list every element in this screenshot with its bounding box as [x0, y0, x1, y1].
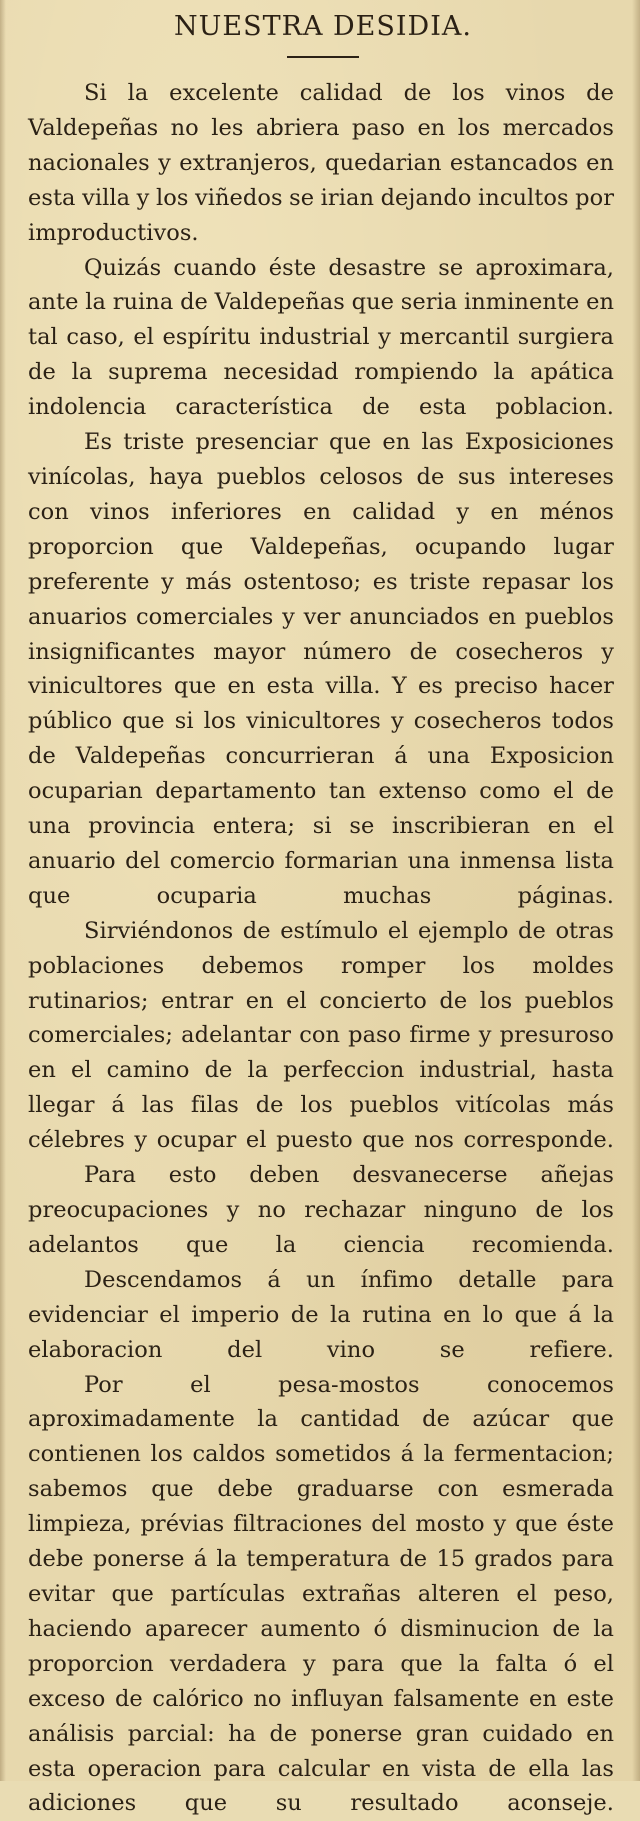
article-paragraph: Sirviéndonos de estímulo el ejemplo de otras poblaciones debemos romper los moldes rutinarios; entrar en el concierto de los pueblos comerciales; adelantar con paso firme y presuroso en el camino de la perfeccion industrial, hasta llegar á las filas de los pueblos vitícolas más célebres y ocupar el puesto que nos corresponde. — [28, 917, 614, 1154]
article-paragraph: Descendamos á un ínfimo detalle para evidenciar el imperio de la rutina en lo que á la elaboracion del vino se refiere. — [28, 1266, 614, 1363]
article-paragraph: Por el pesa-mostos conocemos aproximadamente la cantidad de azúcar que contienen los caldos sometidos á la fermentacion; sabemos que debe graduarse con esmerada limpieza, prévias filtraciones del mosto y que éste debe ponerse á la temperatura de 15 grados para evitar que partículas extrañas alteren el peso, haciendo aparecer aumento ó disminucion de la proporcion verdadera y para que la falta ó el exceso de calórico no influyan falsamente en este análisis parcial: ha de ponerse gran cuidado en esta operacion para calcular en vista de ella las adiciones que su resultado aconseje. — [28, 1371, 614, 1817]
article-paragraph: Para esto deben desvanecerse añejas preocupaciones y no rechazar ninguno de los adelantos que la ciencia recomienda. — [28, 1162, 614, 1258]
article-paragraph: Es triste presenciar que en las Exposiciones vinícolas, haya pueblos celosos de sus intereses con vinos inferiores en calidad y en ménos proporcion que Valdepeñas, ocupando lugar preferente y más ostentoso; es triste repasar los anuarios comerciales y ver anunciados en pueblos insignificantes mayor número de cosecheros y vinicultores que en esta villa. Y es preciso hacer público que si los vinicultores y cosecheros todos de Valdepeñas concurrieran á una Exposicion ocuparian departamento tan extenso como el de una provincia entera; si se inscribieran en el anuario del comercio formarian una inmensa lista que ocuparia muchas páginas. — [28, 429, 614, 909]
page-right-edge-shadow — [632, 0, 640, 1781]
article-body — [28, 76, 614, 1821]
article-paragraph: Quizás cuando éste desastre se aproximara, ante la ruina de Valdepeñas que seria inminente en tal caso, el espíritu industrial y mercantil surgiera de la suprema necesidad rompiendo la apática indolencia característica de esta poblacion. — [28, 254, 614, 421]
article-title: NUESTRA DESIDIA. — [174, 11, 472, 42]
article-paragraph: Si la excelente calidad de los vinos de Valdepeñas no les abriera paso en los mercados nacionales y extranjeros, quedarian estancados en esta villa y los viñedos se irian dejando incultos por improductivos. — [28, 80, 614, 246]
title-divider — [287, 56, 359, 58]
page-left-edge-shadow — [0, 0, 6, 1781]
